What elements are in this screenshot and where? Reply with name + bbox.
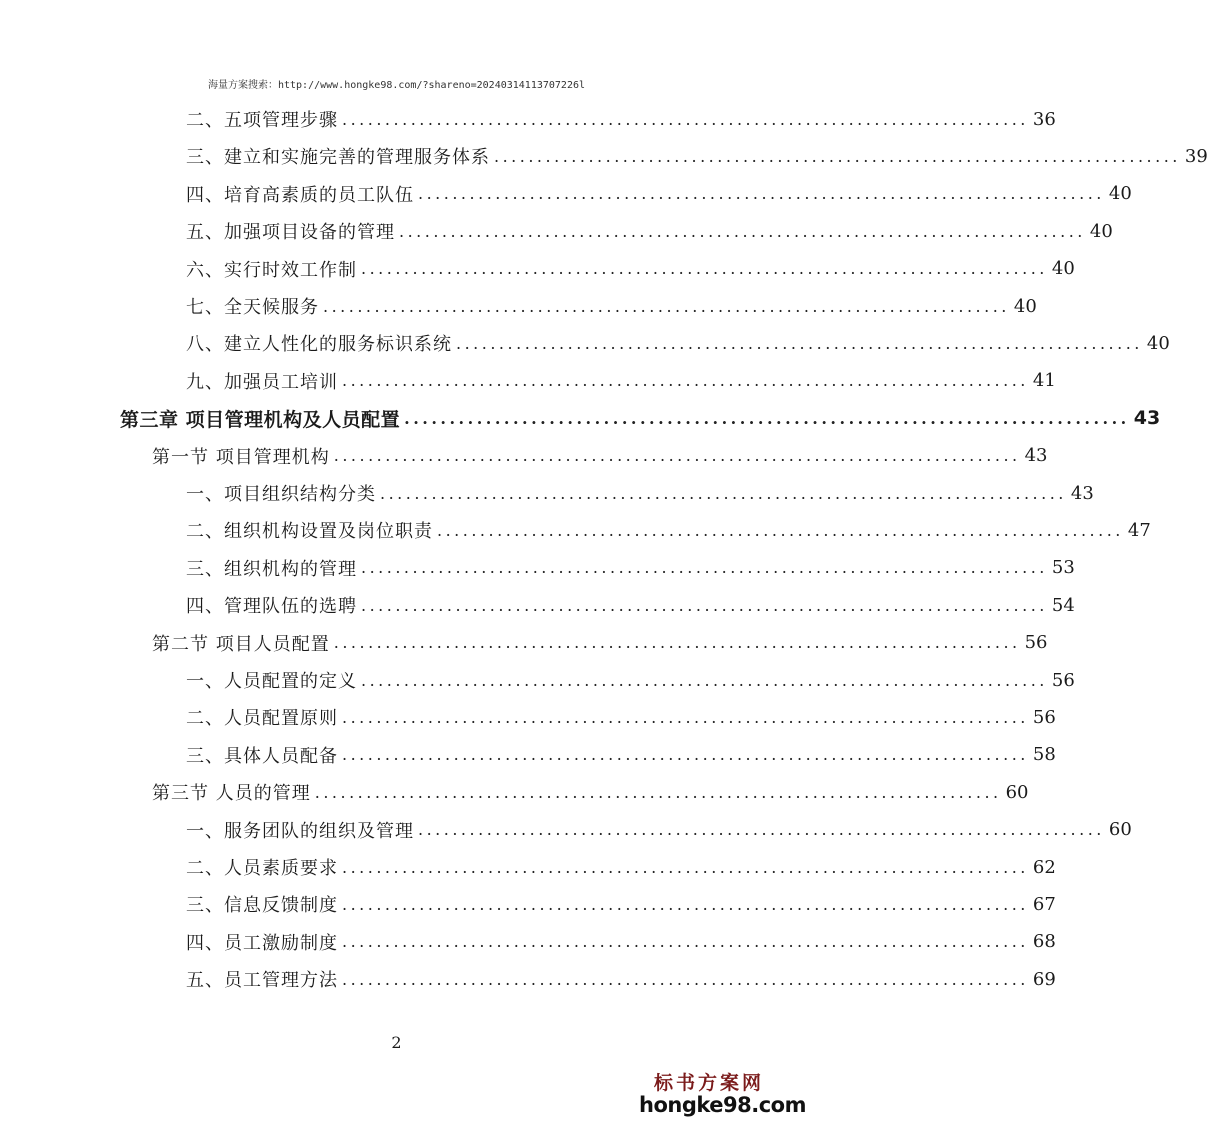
toc-entry-title: 三、组织机构的管理: [186, 558, 357, 580]
toc-leader-dots: ................................................................................: [418, 820, 1105, 840]
toc-item: [0, 852, 1056, 882]
toc-entry-title: 四、管理队伍的选聘: [186, 596, 357, 618]
toc-leader-dots: ................................................................................: [342, 969, 1029, 989]
toc-leader-dots: ................................................................................: [314, 782, 1002, 802]
toc-page-number: 36: [1032, 108, 1056, 130]
toc-item: [0, 590, 1075, 620]
toc-item: [0, 291, 1037, 321]
toc-page-number: 69: [1032, 968, 1056, 990]
table-of-contents: [0, 100, 1208, 1000]
watermark-logo: [639, 1068, 806, 1117]
toc-entry-title: 六、实行时效工作制: [186, 259, 357, 281]
toc-leader-dots: ................................................................................: [342, 109, 1029, 129]
toc-leader-dots: ................................................................................: [494, 146, 1181, 166]
toc-item: [0, 216, 1113, 246]
toc-leader-dots: ................................................................................: [456, 333, 1143, 353]
page-header-url: 海量方案搜索：http://www.hongke98.com/?shareno=20240314113707226l: [207, 80, 586, 91]
toc-item: [0, 478, 1094, 508]
toc-leader-dots: ................................................................................: [361, 558, 1048, 578]
toc-leader-dots: ................................................................................: [399, 221, 1086, 241]
toc-entry-title: 五、员工管理方法: [186, 970, 338, 992]
toc-page-number: 41: [1032, 370, 1056, 392]
toc-entry-title: 一、项目组织结构分类: [186, 484, 376, 505]
toc-entry-title: 四、员工激励制度: [186, 932, 338, 954]
toc-entry-title: 二、人员素质要求: [186, 858, 338, 879]
toc-page-number: 53: [1051, 557, 1075, 579]
toc-entry-title: 二、人员配置原则: [186, 708, 338, 730]
toc-entry-title: 三、具体人员配备: [186, 745, 338, 767]
toc-page-number: 58: [1032, 744, 1056, 766]
watermark-cn: 标书方案网: [653, 1072, 764, 1094]
toc-entry-title: 第三节 人员的管理: [152, 783, 311, 805]
toc-item: [0, 889, 1056, 919]
toc-page-number: 56: [1032, 706, 1056, 728]
toc-entry-title: 二、组织机构设置及岗位职责: [186, 521, 433, 543]
toc-page-number: 47: [1127, 519, 1151, 541]
toc-leader-dots: ................................................................................: [342, 894, 1029, 914]
toc-page-number: 56: [1024, 632, 1048, 654]
toc-leader-dots: ................................................................................: [333, 446, 1021, 466]
toc-item: [0, 964, 1056, 994]
toc-leader-dots: ................................................................................: [342, 707, 1029, 727]
toc-page-number: 67: [1032, 893, 1056, 915]
toc-entry-title: 三、建立和实施完善的管理服务体系: [186, 147, 490, 169]
toc-leader-dots: ................................................................................: [342, 371, 1029, 391]
toc-item: [0, 328, 1170, 358]
toc-section: [0, 628, 1048, 658]
toc-chapter: [0, 403, 1161, 433]
toc-leader-dots: ................................................................................: [342, 932, 1029, 952]
toc-item: [0, 815, 1132, 845]
toc-entry-title: 三、信息反馈制度: [186, 895, 338, 917]
toc-section: [0, 777, 1029, 807]
toc-entry-title: 二、五项管理步骤: [186, 110, 338, 131]
toc-page-number: 40: [1051, 258, 1075, 280]
toc-entry-title: 第一节 项目管理机构: [152, 446, 330, 468]
toc-item: [0, 141, 1208, 171]
toc-leader-dots: ................................................................................: [361, 595, 1048, 615]
toc-item: [0, 740, 1056, 770]
toc-page-number: 60: [1108, 819, 1132, 841]
toc-item: [0, 254, 1075, 284]
toc-entry-title: 五、加强项目设备的管理: [186, 222, 395, 244]
toc-page-number: 62: [1032, 856, 1056, 878]
toc-entry-title: 四、培育高素质的员工队伍: [186, 184, 414, 206]
toc-leader-dots: ................................................................................: [404, 408, 1130, 428]
toc-item: [0, 104, 1056, 134]
toc-page-number: 43: [1070, 482, 1094, 504]
watermark-en: hongke98.com: [639, 1093, 806, 1117]
toc-page-number: 43: [1024, 445, 1048, 467]
toc-leader-dots: ................................................................................: [437, 520, 1124, 540]
toc-page-number: 40: [1013, 295, 1037, 317]
toc-entry-title: 九、加强员工培训: [186, 371, 338, 393]
toc-page-number: 40: [1146, 332, 1170, 354]
toc-section: [0, 441, 1048, 471]
toc-item: [0, 179, 1132, 209]
toc-page-number: 56: [1051, 669, 1075, 691]
toc-leader-dots: ................................................................................: [323, 296, 1010, 316]
toc-leader-dots: ................................................................................: [342, 745, 1029, 765]
toc-page-number: 60: [1005, 781, 1029, 803]
toc-item: [0, 366, 1056, 396]
toc-leader-dots: ................................................................................: [380, 483, 1067, 503]
toc-item: [0, 702, 1056, 732]
toc-entry-title: 一、人员配置的定义: [186, 671, 357, 692]
toc-page-number: 54: [1051, 594, 1075, 616]
page-number: 2: [391, 1033, 402, 1052]
toc-page-number: 43: [1133, 407, 1161, 430]
toc-page-number: 68: [1032, 931, 1056, 953]
toc-leader-dots: ................................................................................: [418, 184, 1105, 204]
toc-leader-dots: ................................................................................: [333, 633, 1021, 653]
toc-leader-dots: ................................................................................: [361, 259, 1048, 279]
toc-leader-dots: ................................................................................: [361, 670, 1048, 690]
toc-leader-dots: ................................................................................: [342, 857, 1029, 877]
toc-entry-title: 第二节 项目人员配置: [152, 633, 330, 655]
toc-item: [0, 553, 1075, 583]
toc-page-number: 40: [1108, 183, 1132, 205]
toc-entry-title: 七、全天候服务: [186, 297, 319, 318]
toc-entry-title: 八、建立人性化的服务标识系统: [186, 334, 452, 356]
toc-entry-title: 一、服务团队的组织及管理: [186, 820, 414, 842]
toc-entry-title: 第三章 项目管理机构及人员配置: [120, 408, 401, 431]
toc-item: [0, 927, 1056, 957]
toc-item: [0, 515, 1151, 545]
toc-page-number: 40: [1089, 220, 1113, 242]
toc-page-number: 39: [1184, 145, 1208, 167]
toc-item: [0, 665, 1075, 695]
